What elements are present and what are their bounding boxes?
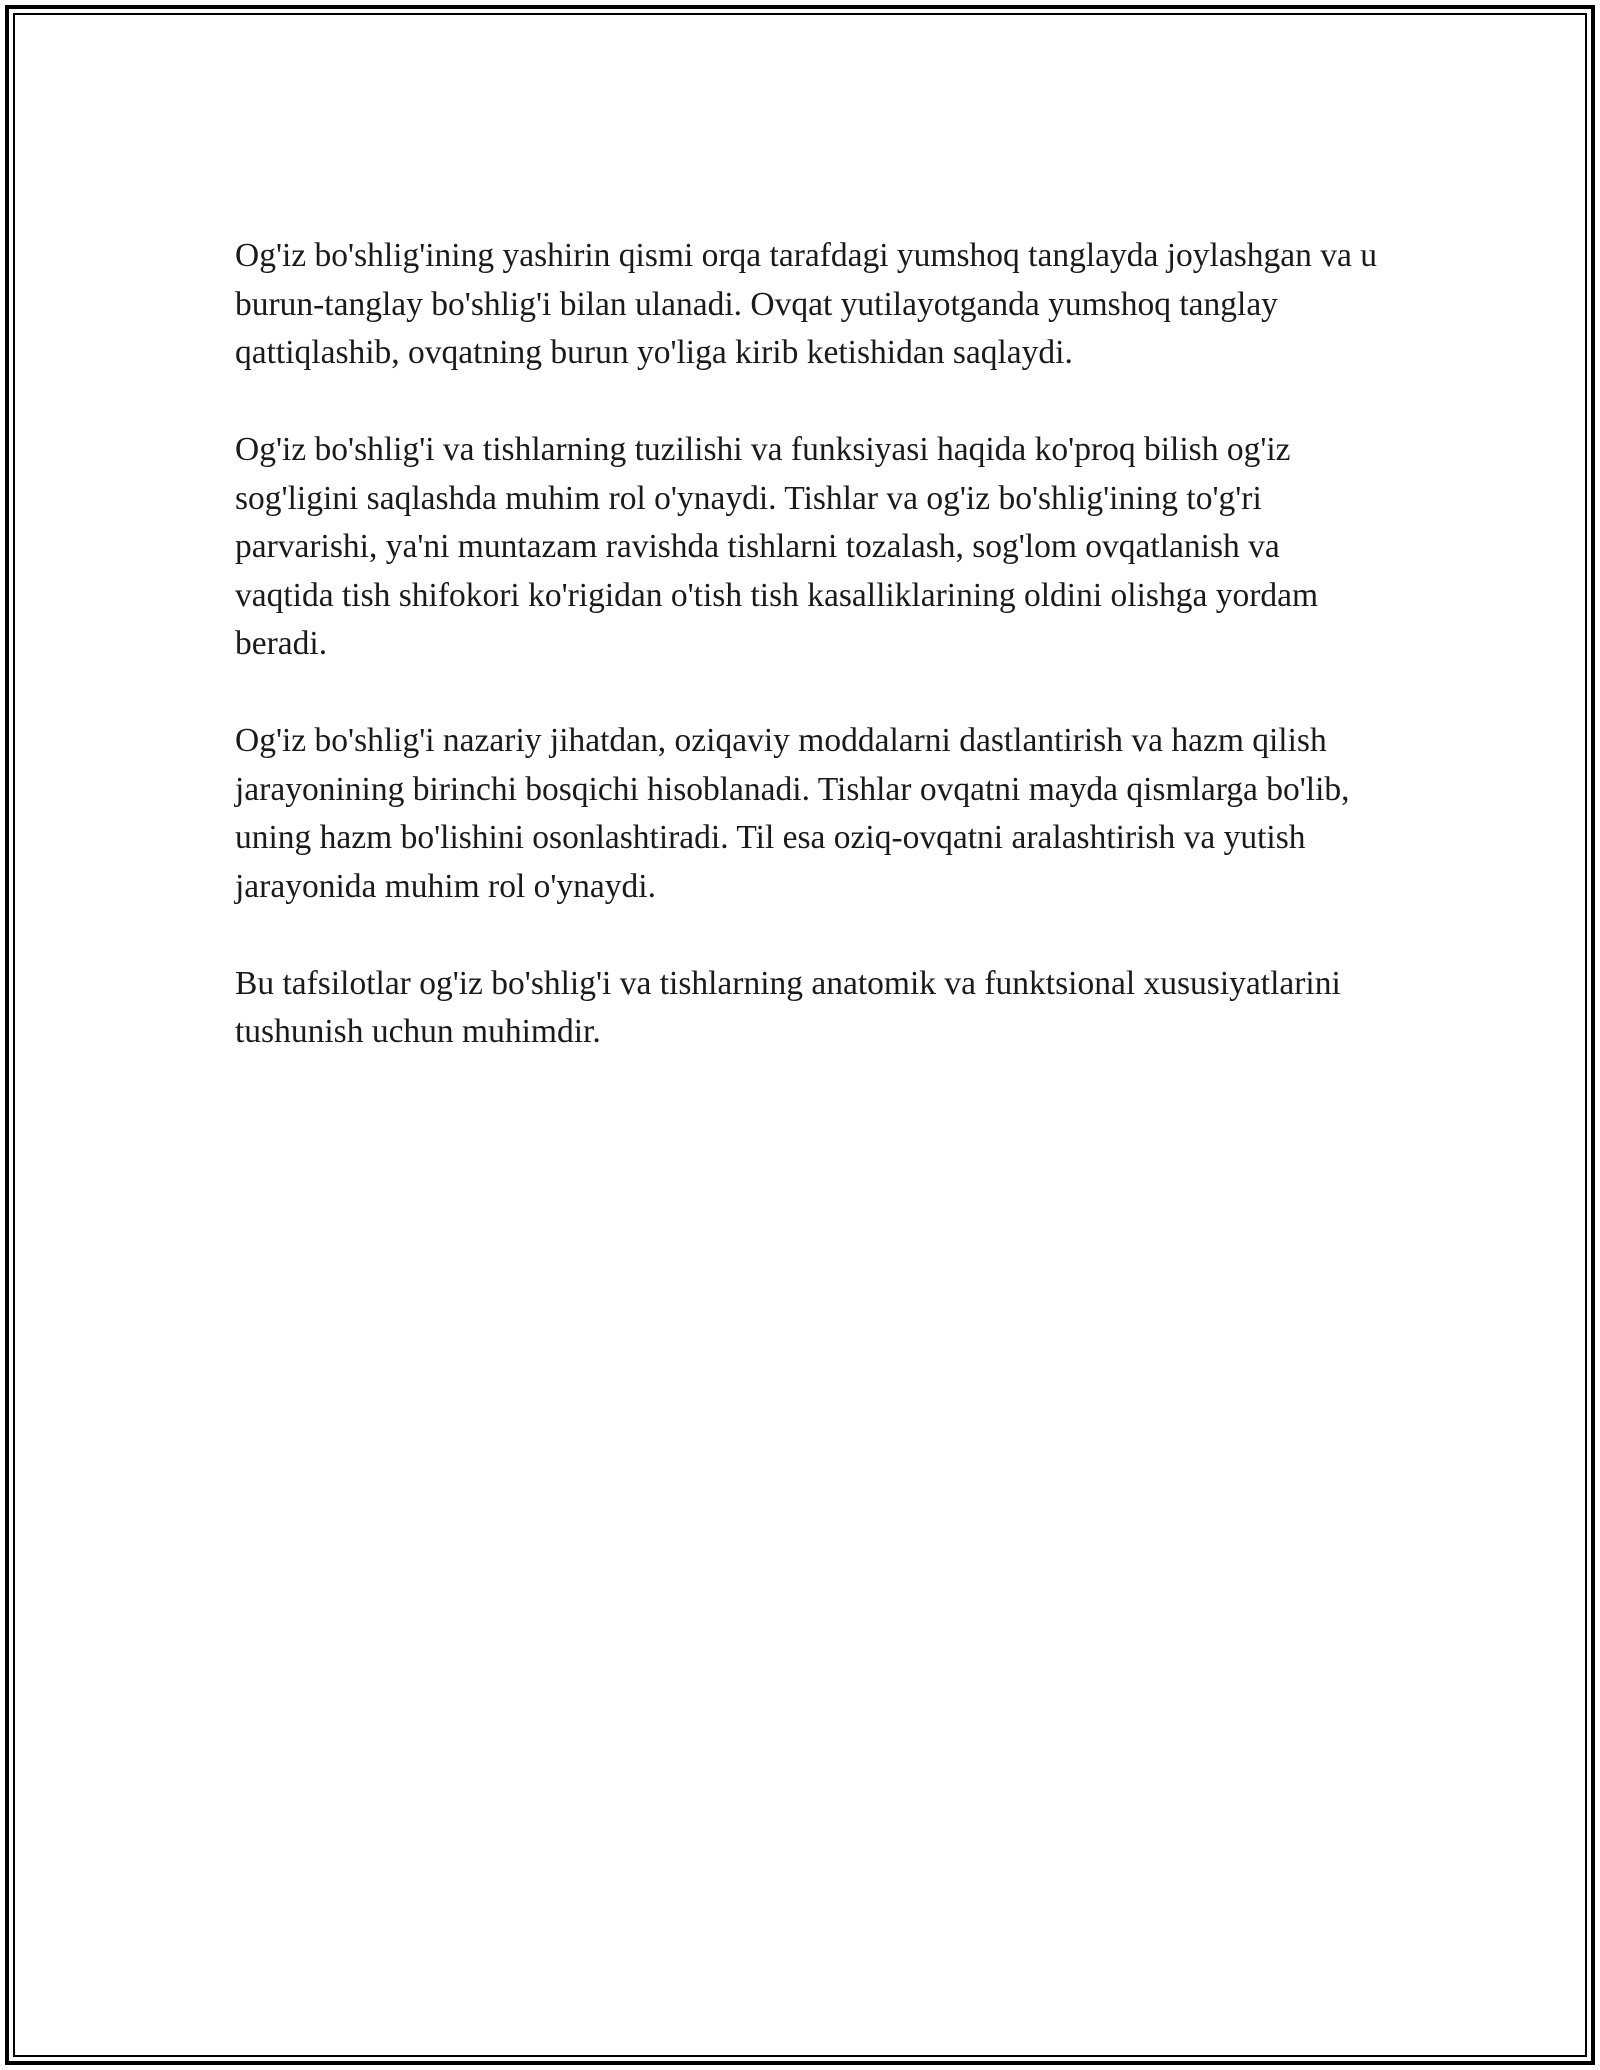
paragraph-2: Og'iz bo'shlig'i va tishlarning tuzilishi va funksiyasi haqida ko'proq bilish og'iz sog'ligini saqlashda muhim rol o'ynaydi. Tishlar va og'iz bo'shlig'ining to'g'ri parvarishi, ya'ni muntazam ravishda tishlarni tozalash, sog'lom ovqatlanish va vaqtida tish shifokori ko'rigidan o'tish tish kasalliklarining oldini olishga yordam beradi. <box>235 431 1319 662</box>
paragraph-4: Bu tafsilotlar og'iz bo'shlig'i va tishlarning anatomik va funktsional xususiyatlarini tushunish uchun muhimdir. <box>235 964 1341 1050</box>
paragraph-3: Og'iz bo'shlig'i nazariy jihatdan, oziqaviy moddalarni dastlantirish va hazm qilish jarayonining birinchi bosqichi hisoblanadi. Tishlar ovqatni mayda qismlarga bo'lib, uning hazm bo'lishini osonlashtiradi. Til esa oziq-ovqatni aralashtirish va yutish jarayonida muhim rol o'ynaydi. <box>235 722 1350 905</box>
document-body <box>235 232 1385 1105</box>
paragraph-1: Og'iz bo'shlig'ining yashirin qismi orqa tarafdagi yumshoq tanglayda joylashgan va u burun-tanglay bo'shlig'i bilan ulanadi. Ovqat yutilayotganda yumshoq tanglay qattiqlashib, ovqatning burun yo'liga kirib ketishidan saqlaydi. <box>235 237 1378 371</box>
